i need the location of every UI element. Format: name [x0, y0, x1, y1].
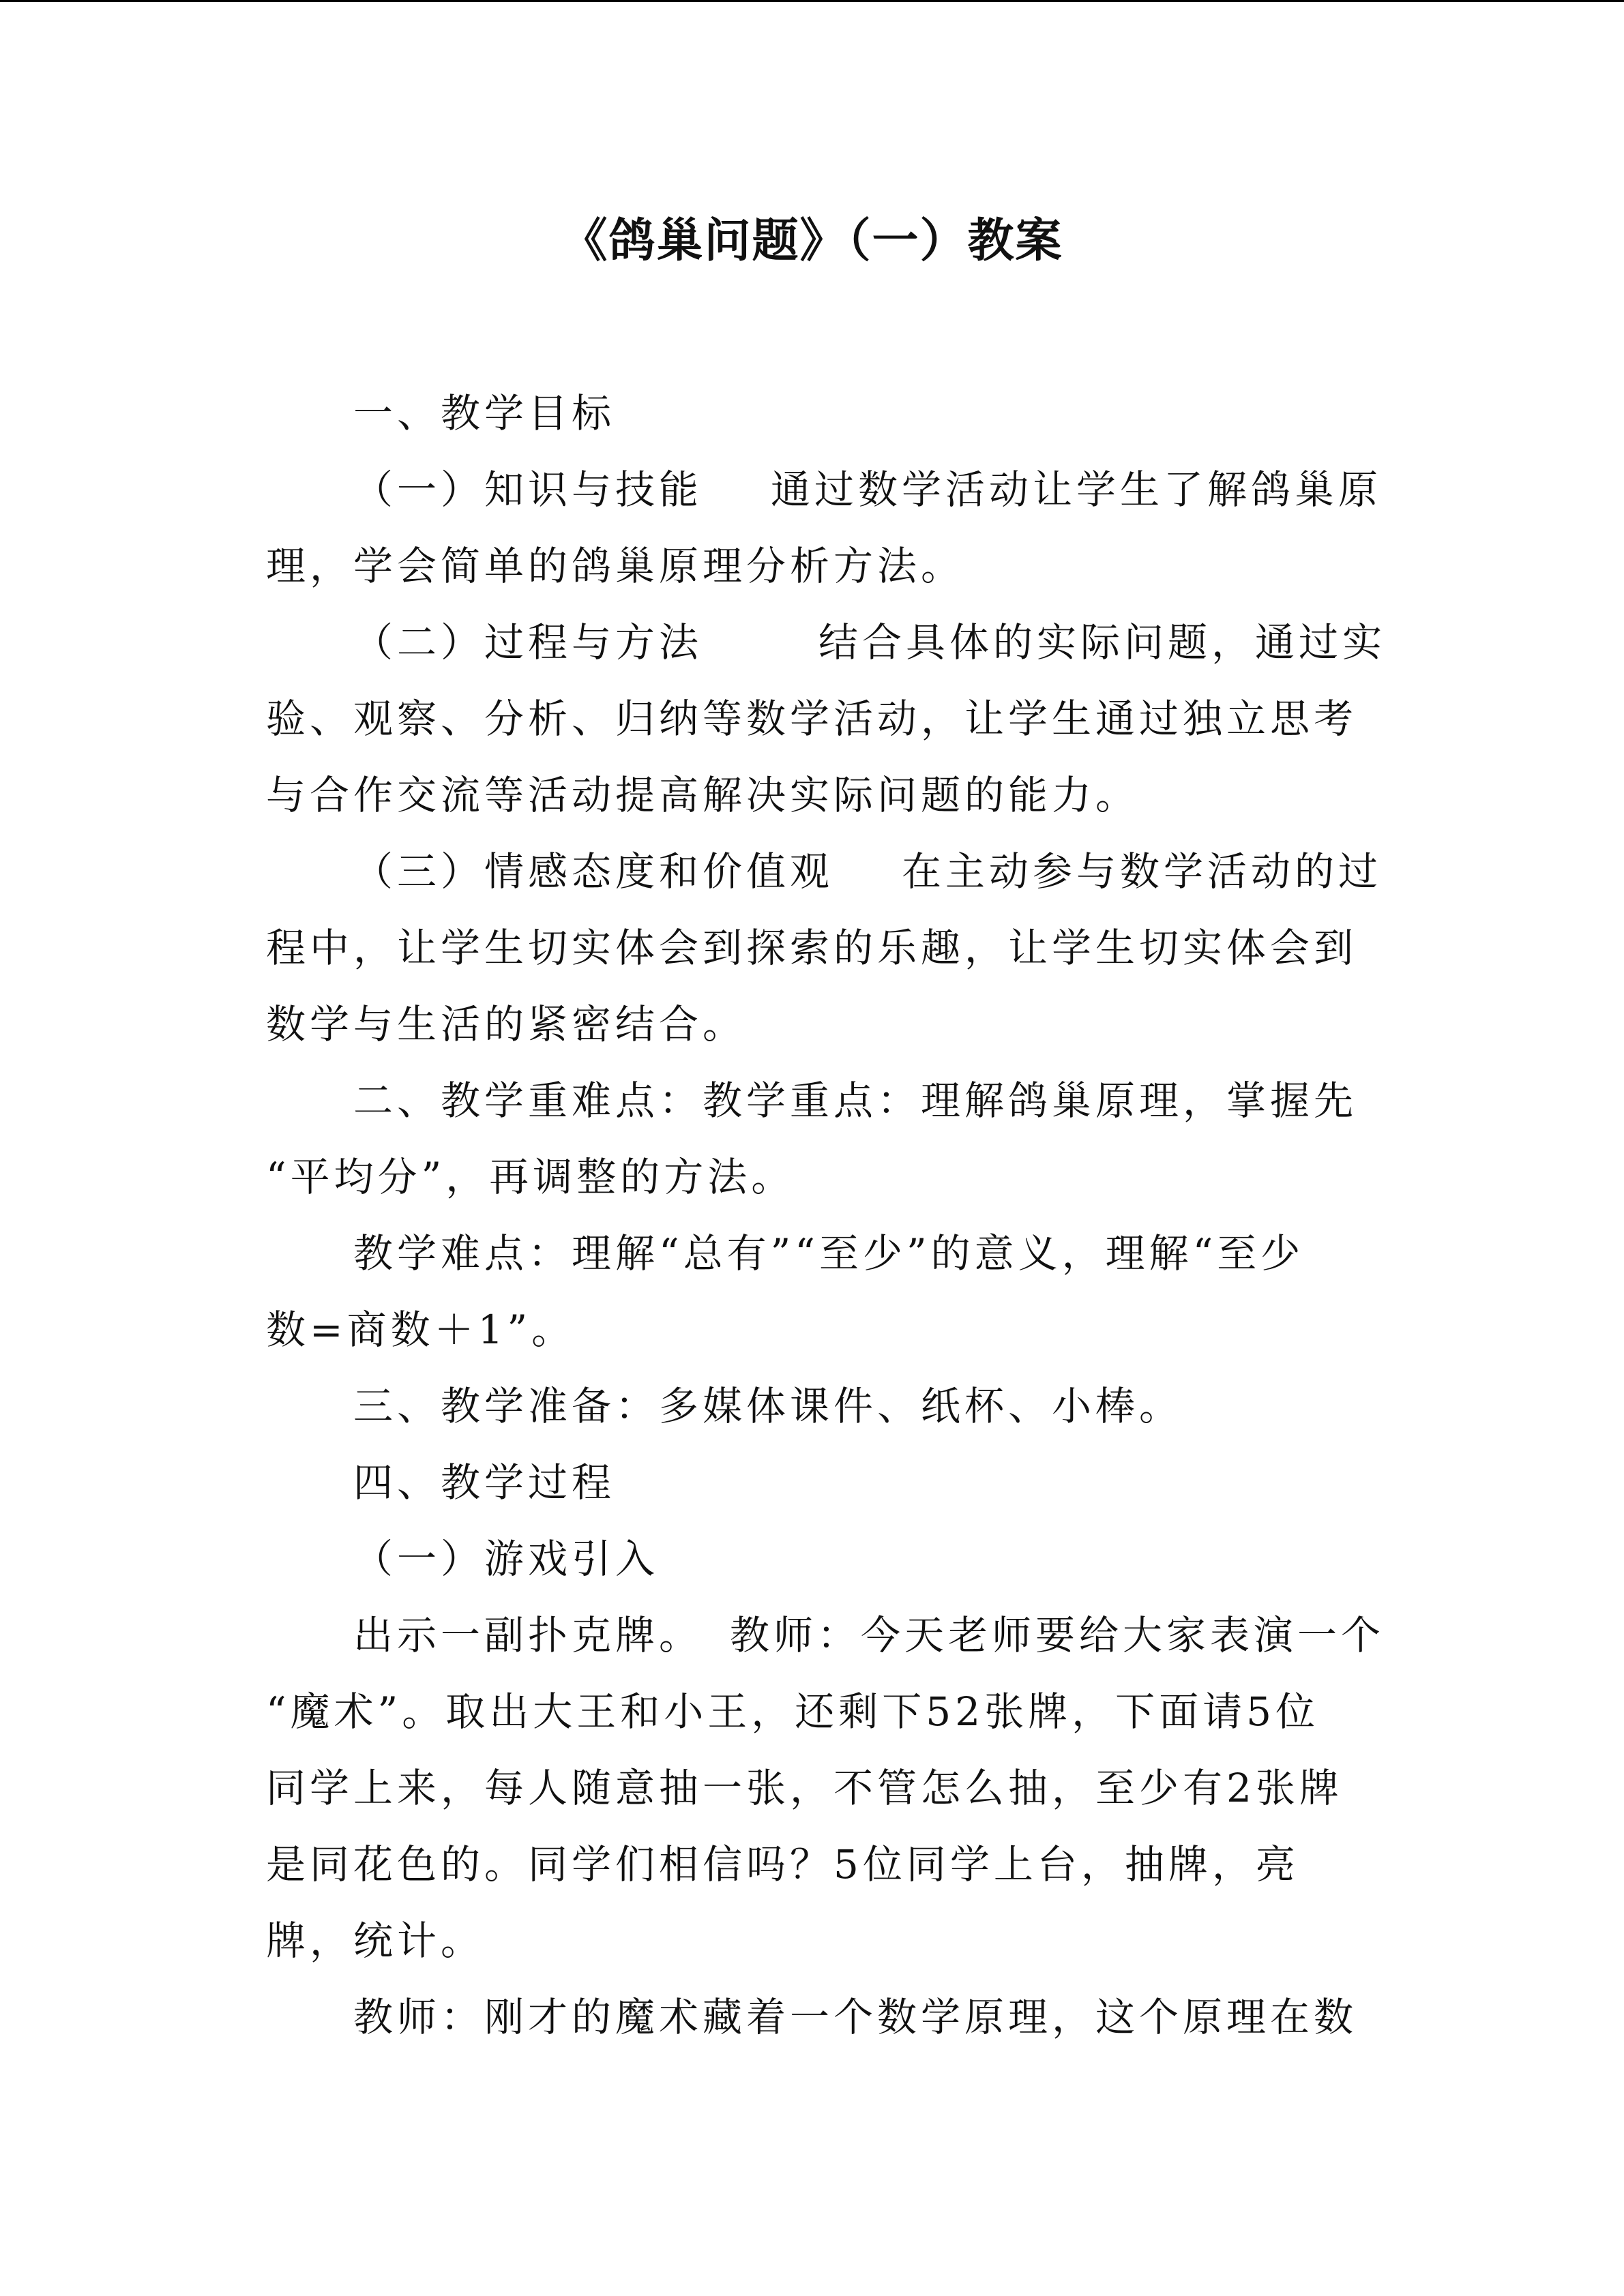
subheading-attitude-values: （三）情感态度和价值观 [353, 848, 834, 895]
subheading-process-method: （二）过程与方法 [353, 619, 703, 666]
paragraph-line: 程中，让学生切实体会到探索的乐趣，让学生切实体会到 [266, 925, 1358, 971]
paragraph-text: 出示一副扑克牌。 [353, 1612, 703, 1658]
paragraph-line: 教学难点：理解“总有”“至少”的意义，理解“至少 [353, 1230, 1305, 1277]
paragraph-line: 数学与生活的紧密结合。 [266, 1001, 747, 1047]
document-body [266, 375, 1385, 2055]
paragraph-line: 与合作交流等活动提高解决实际问题的能力。 [266, 772, 1140, 818]
paragraph-line: 是同花色的。同学们相信吗？5位同学上台，抽牌，亮 [266, 1841, 1299, 1888]
paragraph-text: 结合具体的实际问题，通过实 [818, 619, 1387, 666]
paragraph-text: 通过数学活动让学生了解鸽巢原 [771, 466, 1383, 513]
paragraph-line: 验、观察、分析、归纳等数学活动，让学生通过独立思考 [266, 696, 1358, 742]
paragraph-line: 理，学会简单的鸽巢原理分析方法。 [266, 543, 965, 589]
paragraph-line: 教师：刚才的魔术藏着一个数学原理，这个原理在数 [353, 1994, 1358, 2040]
paragraph-line: 牌，统计。 [266, 1918, 485, 1964]
paragraph-line: 数=商数＋1”。 [266, 1307, 576, 1353]
paragraph-line: “魔术”。取出大王和小王，还剩下52张牌，下面请5位 [266, 1688, 1320, 1735]
paragraph-line: 同学上来，每人随意抽一张，不管怎么抽，至少有2张牌 [266, 1765, 1343, 1811]
heading-key-points: 二、教学重难点：教学重点：理解鸽巢原理，掌握先 [353, 1077, 1358, 1124]
subheading-game-intro: （一）游戏引入 [353, 1536, 660, 1582]
paragraph-line [266, 833, 1385, 910]
paragraph-line: “平均分”，再调整的方法。 [266, 1154, 795, 1200]
subheading-knowledge-skills: （一）知识与技能 [353, 466, 703, 513]
paragraph-line [266, 451, 1385, 528]
heading-teaching-goals: 一、教学目标 [353, 390, 616, 436]
paragraph-line [266, 604, 1385, 681]
paragraph-text: 在主动参与数学活动的过 [902, 848, 1383, 895]
paragraph-text: 教师：今天老师要给大家表演一个 [730, 1612, 1385, 1658]
heading-preparation: 三、教学准备：多媒体课件、纸杯、小棒。 [353, 1383, 1183, 1429]
paragraph-line [266, 1597, 1385, 1673]
heading-teaching-process: 四、教学过程 [353, 1459, 616, 1506]
document-title: 《鸽巢问题》（一）教案 [561, 213, 1063, 268]
